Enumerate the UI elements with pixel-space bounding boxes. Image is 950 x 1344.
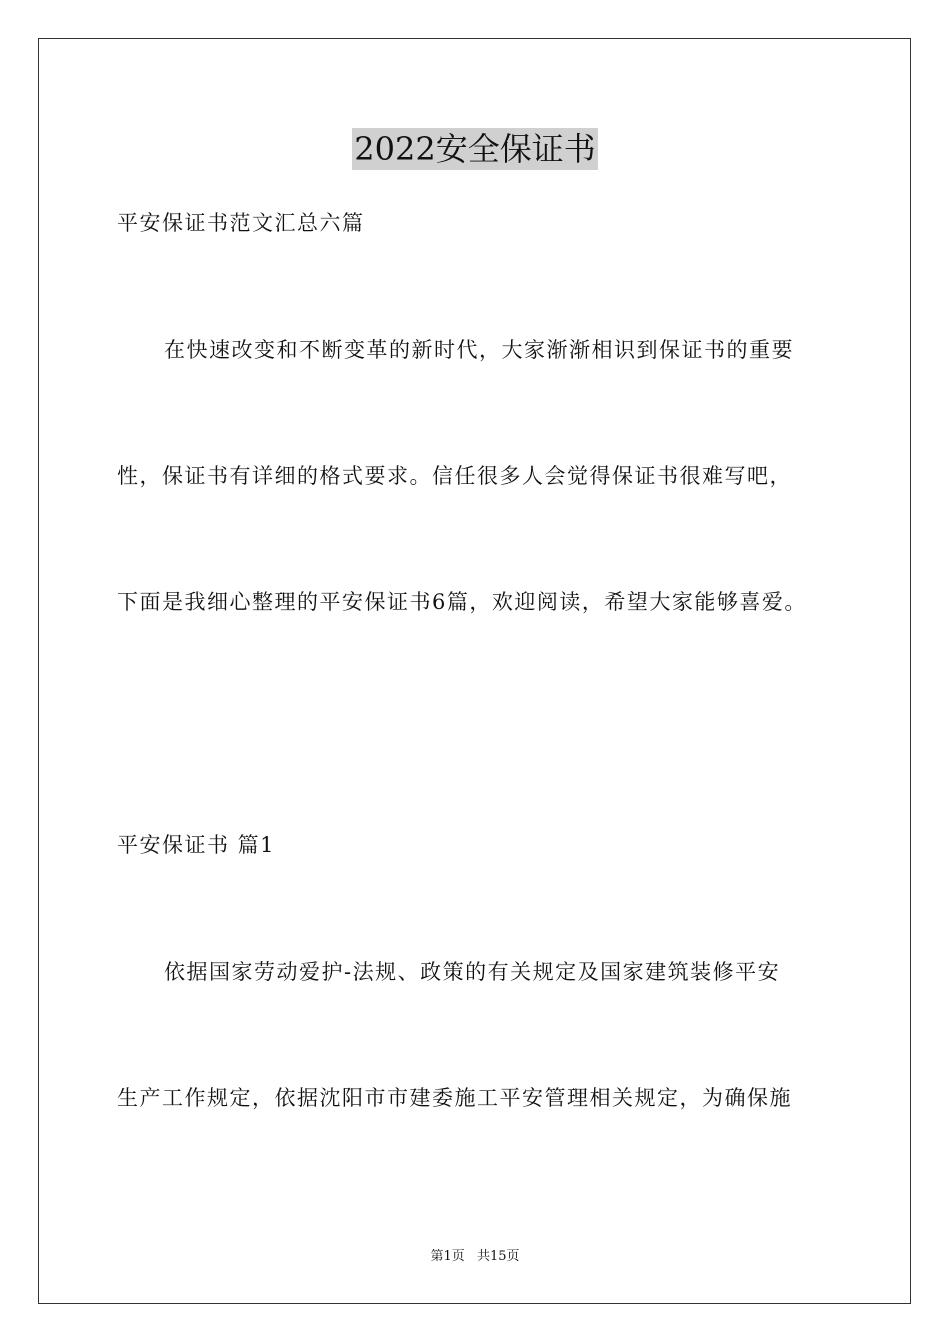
title-wrap [0, 128, 950, 170]
section-line-1: 依据国家劳动爱护-法规、政策的有关规定及国家建筑装修平安 [164, 960, 781, 984]
intro-line-3: 下面是我细心整理的平安保证书6篇，欢迎阅读，希望大家能够喜爱。 [117, 590, 807, 614]
document-title: 2022安全保证书 [354, 130, 596, 168]
section-line-2: 生产工作规定，依据沈阳市市建委施工平安管理相关规定，为确保施 [117, 1086, 792, 1110]
page-number: 第1页 [430, 1249, 465, 1264]
page-total: 共15页 [476, 1249, 520, 1264]
intro-line-1: 在快速改变和不断变革的新时代，大家渐渐相识到保证书的重要 [164, 338, 794, 362]
intro-line-2: 性，保证书有详细的格式要求。信任很多人会觉得保证书很难写吧， [117, 464, 792, 488]
section-heading: 平安保证书 篇1 [117, 833, 276, 857]
page-footer [0, 1248, 950, 1266]
document-subtitle: 平安保证书范文汇总六篇 [117, 211, 365, 235]
